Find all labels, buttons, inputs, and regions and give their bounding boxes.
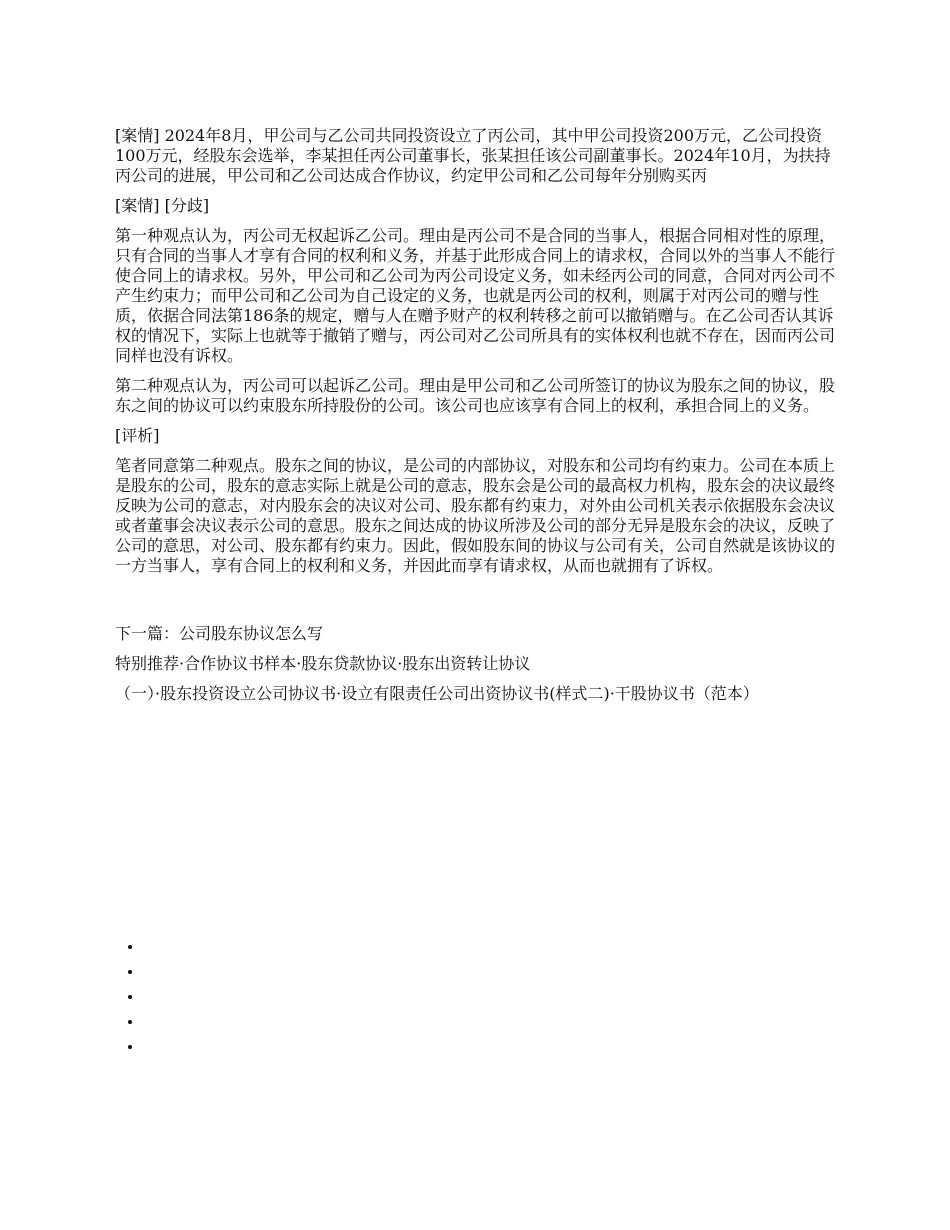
bullet-dot-icon (128, 970, 132, 974)
analysis-heading: [评析] (115, 426, 160, 445)
recommend-label: 特别推荐· (115, 654, 185, 673)
related-link[interactable]: 股东投资设立公司协议书 (160, 684, 337, 703)
next-article-link[interactable]: 公司股东协议怎么写 (179, 624, 324, 643)
related-link[interactable]: 设立有限责任公司出资协议书(样式二) (341, 684, 610, 703)
recommend-line: 特别推荐·合作协议书样本·股东贷款协议·股东出资转让协议 (115, 654, 531, 673)
next-article (115, 624, 839, 644)
bullet-dot-icon (128, 945, 132, 949)
recommend-link[interactable]: 股东出资转让协议 (402, 654, 531, 673)
case-intro-paragraph: [案情] 2024年8月，甲公司与乙公司共同投资设立了丙公司，其中甲公司投资200万元，乙公司投资100万元，经股东会选举，李某担任丙公司董事长，张某担任该公司副董事长。2024年10月，为扶持丙公司的进展，甲公司和乙公司达成合作协议，约定甲公司和乙公司每年分别购买丙 (115, 126, 831, 185)
analysis-paragraph: 笔者同意第二种观点。股东之间的协议，是公司的内部协议，对股东和公司均有约束力。公司在本质上是股东的公司，股东的意志实际上就是公司的意志，股东会是公司的最高权力机构，股东会的决议最终反映为公司的意志，对内股东会的决议对公司、股东都有约束力，对外由公司机关表示依据股东会决议或者董事会决议表示公司的意思。股东之间达成的协议所涉及公司的部分无异是股东会的决议，反映了公司的意思，对公司、股东都有约束力。因此，假如股东间的协议与公司有关，公司自然就是该协议的一方当事人，享有合同上的权利和义务，并因此而享有请求权，从而也就拥有了诉权。 (115, 456, 836, 575)
view-two-paragraph: 第二种观点认为，丙公司可以起诉乙公司。理由是甲公司和乙公司所签订的协议为股东之间的协议，股东之间的协议可以约束股东所持股份的公司。该公司也应该享有合同上的权利，承担合同上的义务。 (115, 376, 836, 415)
bullet-dot-icon (128, 995, 132, 999)
next-article-prefix: 下一篇： (115, 624, 180, 643)
related-prefix: （一）· (115, 684, 161, 703)
related-line: （一）·股东投资设立公司协议书·设立有限责任公司出资协议书(样式二)·干股协议书（范本） (115, 684, 759, 703)
recommend-link[interactable]: 股东贷款协议 (301, 654, 398, 673)
article-body (115, 126, 839, 704)
bullet-dot-icon (128, 1020, 132, 1024)
dispute-heading: [案情] [分歧] (115, 196, 210, 215)
recommend-link[interactable]: 合作协议书样本 (184, 654, 297, 673)
bullet-dot-icon (128, 1045, 132, 1049)
related-link[interactable]: 干股协议书（范本） (614, 684, 759, 703)
view-one-paragraph: 第一种观点认为，丙公司无权起诉乙公司。理由是丙公司不是合同的当事人，根据合同相对性的原理，只有合同的当事人才享有合同的权利和义务，并基于此形成合同上的请求权，合同以外的当事人不能行使合同上的请求权。另外，甲公司和乙公司为丙公司设定义务，如未经丙公司的同意，合同对丙公司不产生约束力；而甲公司和乙公司为自己设定的义务，也就是丙公司的权利，则属于对丙公司的赠与性质，依据合同法第186条的规定，赠与人在赠予财产的权利转移之前可以撤销赠与。在乙公司否认其诉权的情况下，实际上也就等于撤销了赠与，丙公司对乙公司所具有的实体权利也就不存在，因而丙公司同样也没有诉权。 (115, 226, 836, 365)
